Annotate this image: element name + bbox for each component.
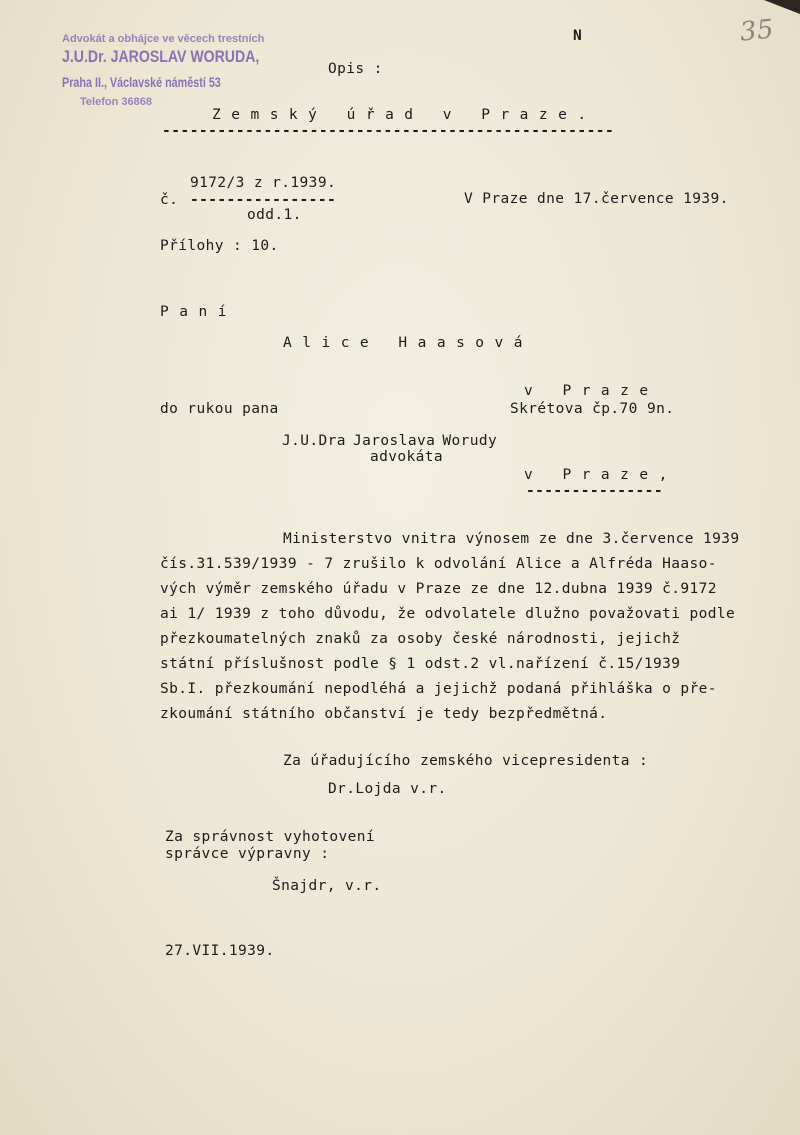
stamp-line-2: J.U.Dr. JAROSLAV WORUDA, <box>62 47 260 66</box>
page-number: 35 <box>738 14 776 48</box>
body-line: přezkoumatelných znaků za osoby české národnosti, jejichž <box>160 631 681 647</box>
body-line: čís.31.539/1939 - 7 zrušilo k odvolání Alice a Alfréda Haaso- <box>160 556 717 572</box>
stamp-line-3: Praha II., Václavské náměstí 53 <box>62 74 221 90</box>
scan-corner <box>764 0 800 14</box>
body-line: vých výměr zemského úřadu v Praze ze dne 12.dubna 1939 č.9172 <box>160 581 717 597</box>
office-title: Zemský úřad v Praze. <box>212 107 597 123</box>
signer-name: Dr.Lojda v.r. <box>328 781 447 797</box>
correctness-line-2: správce výpravny : <box>165 846 330 862</box>
office-rule: ------------------------------------------------- <box>162 123 615 139</box>
document-date: 27.VII.1939. <box>165 943 275 959</box>
signature-for-line: Za úřadujícího zemského vicepresidenta : <box>283 753 649 769</box>
addressee-street: Skrétova čp.70 9n. <box>510 401 675 417</box>
body-line: Ministerstvo vnitra výnosem ze dne 3.července 1939 <box>283 531 740 547</box>
stamp-line-4: Telefon 36868 <box>80 96 152 108</box>
body-line: ai 1/ 1939 z toho důvodu, že odvolatele dlužno považovati podle <box>160 606 736 622</box>
care-of: do rukou pana <box>160 401 279 417</box>
lawyer-title: advokáta <box>370 449 444 465</box>
body-line: zkoumání státního občanství je tedy bezpředmětná. <box>160 706 608 722</box>
lawyer-name: J.U.Dra Jaroslava Worudy <box>282 433 498 449</box>
salutation: Paní <box>160 304 237 320</box>
addressee-city: v Praze <box>524 383 659 399</box>
addressee-name: Alice Haasová <box>283 335 533 351</box>
reference-number: 9172/3 z r.1939. <box>190 175 337 191</box>
lawyer-city: v Praze, <box>524 467 678 483</box>
stamp-line-1: Advokát a obhájce ve věcech trestních <box>62 33 265 45</box>
corner-letter: N <box>573 28 583 44</box>
reference-prefix: č. <box>160 192 179 208</box>
place-date: V Praze dne 17.července 1939. <box>464 191 729 207</box>
body-line: státní příslušnost podle § 1 odst.2 vl.nařízení č.15/1939 <box>160 656 681 672</box>
attachments: Přílohy : 10. <box>160 238 279 254</box>
lawyer-city-underline: --------------- <box>526 483 663 499</box>
department: odd.1. <box>247 207 302 223</box>
correctness-line-1: Za správnost vyhotovení <box>165 829 375 845</box>
clerk-name: Šnajdr, v.r. <box>272 878 382 894</box>
copy-label: Opis : <box>328 61 383 77</box>
reference-dashes: ---------------- <box>190 192 337 208</box>
body-line: Sb.I. přezkoumání nepodléhá a jejichž podaná přihláška o pře- <box>160 681 717 697</box>
